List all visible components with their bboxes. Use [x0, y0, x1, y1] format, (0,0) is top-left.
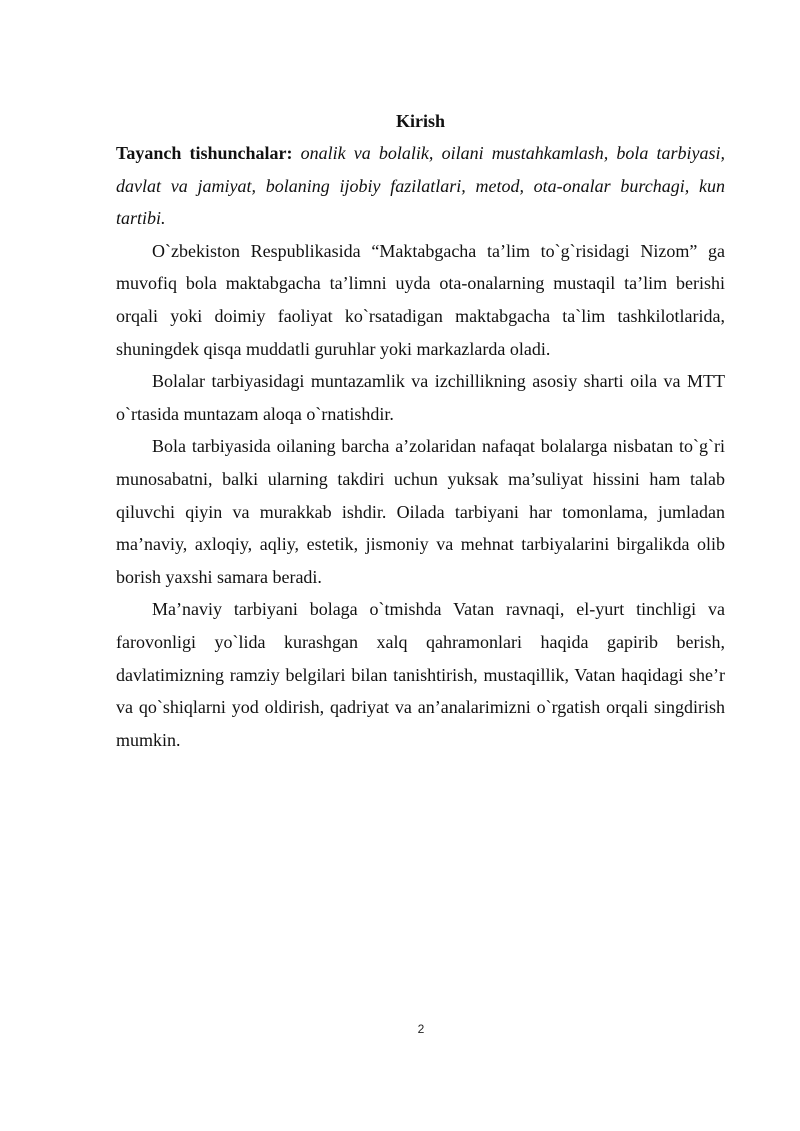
- body-paragraph: Ma’naviy tarbiyani bolaga o`tmishda Vatan ravnaqi, el-yurt tinchligi va farovonligi yo`lida kurashgan xalq qahramonlari haqida gapirib berish, davlatimizning ramziy belgilari bilan tanishtirish, mustaqillik, Vatan haqidagi she’r va qo`shiqlarni yod oldirish, qadriyat va an’analarimizni o`rgatish orqali singdirish mumkin.: [116, 599, 725, 750]
- body-paragraph: Bolalar tarbiyasidagi muntazamlik va izchillikning asosiy sharti oila va MTT o`rtasida muntazam aloqa o`rnatishdir.: [116, 371, 725, 424]
- keywords-text: onalik va bolalik, oilani mustahkamlash, bola tarbiyasi, davlat va jamiyat, bolaning ijobiy fazilatlari, metod, ota-onalar burchagi, kun tartibi.: [116, 143, 725, 229]
- page-number: 2: [417, 1022, 425, 1036]
- document-body: [116, 108, 725, 756]
- keywords-paragraph: [116, 137, 725, 235]
- keywords-label: Tayanch tishunchalar:: [116, 143, 293, 163]
- body-paragraph: O`zbekiston Respublikasida “Maktabgacha ta’lim to`g`risidagi Nizom” ga muvofiq bola maktabgacha ta’limni uyda ota-onalarning mustaqil ta’lim berishi orqali yoki doimiy faoliyat ko`rsatadigan maktabgacha ta`lim tashkilotlarida, shuningdek qisqa muddatli guruhlar yoki markazlarda oladi.: [116, 240, 725, 359]
- body-paragraph: Bola tarbiyasida oilaning barcha a’zolaridan nafaqat bolalarga nisbatan to`g`ri munosabatni, balki ularning takdiri uchun yuksak ma’suliyat hissini ham talab qiluvchi qiyin va murakkab ishdir. Oilada tarbiyani har tomonlama, jumladan ma’naviy, axloqiy, aqliy, estetik, jismoniy va mehnat tarbiyalarini birgalikda olib borish yaxshi samara beradi.: [116, 436, 725, 587]
- section-heading: Kirish: [395, 111, 445, 131]
